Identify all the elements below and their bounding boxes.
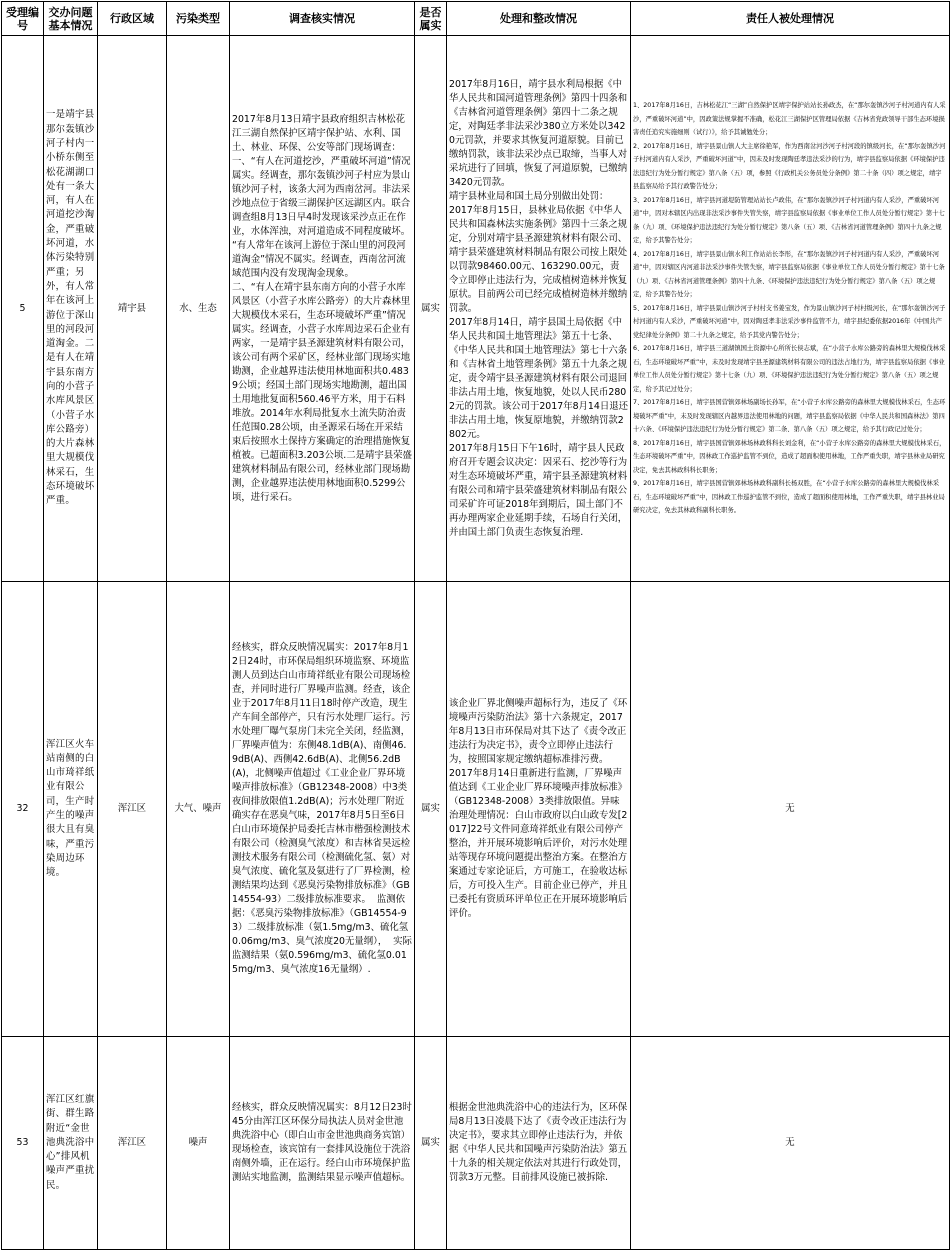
table-row: [2, 36, 950, 582]
investigation-paragraph: 经核实，群众反映情况属实：8月12日23时45分由浑江区环保分局执法人员对金世池典洗浴中心（即白山市金世池典商务宾馆）现场检查，该宾馆有一套排风设施位于洗浴南侧外墙，正在运行。经白山市环境保护监测站实地监测，监测结果显示噪声值超标。: [232, 1102, 412, 1183]
header-region: 行政区域: [98, 2, 167, 36]
verified-cell: 属实: [415, 582, 447, 1037]
header-pollution-type: 污染类型: [167, 2, 230, 36]
brief-cell: 浑江区火车站南侧的白山市琦祥纸业有限公司，生产时产生的噪声很大且有臭味，严重污染周边环境。: [44, 582, 98, 1037]
case-no-cell: 32: [2, 582, 44, 1037]
region-cell: 浑江区: [98, 582, 167, 1037]
region-cell: 靖宇县: [98, 36, 167, 582]
brief-cell: 浑江区红旗街、群生路附近“金世池典洗浴中心”排风机噪声严重扰民。: [44, 1037, 98, 1250]
rectification-paragraph: 靖宇县林业局和国土局分别做出处罚：: [449, 190, 609, 202]
rectification-cell: [447, 1037, 631, 1250]
complaint-handling-table: [1, 1, 950, 1250]
accountability-item: 7、2017年8月16日，靖宇县国营镇郊林场副场长孙军，在“小营子水库公路旁的森林里大规模伐林采石，生态环境破坏严重”中，未及时发现辖区内越界违法使用林地的问题，靖宇县监察局依据《中华人民共和国森林法》第四十六条、《环境保护违法违纪行为处分暂行规定》第二条、第八条（五）项之规定，给予其行政记过处分；: [633, 399, 946, 434]
rectification-paragraph: 2017年8月14日重新进行监测，厂界噪声值达到《工业企业厂界环境噪声排放标准》（GB12348-2008）3类排放限值。异味治理处理情况：白山市政府以白山政专发[2017]22号文件同意琦祥纸业有限公司停产整治，并开展环境影响后评价，对污水处理站等现存环境问题提出整治方案。在整治方案通过专家论证后，方可施工，在验收达标后，方可投入生产。目前企业已停产，并且已委托有资质环评单位正在开展环境影响后评价。: [449, 768, 628, 919]
investigation-cell: [230, 582, 415, 1037]
table-row: [2, 1037, 950, 1250]
accountability-item: 1、2017年8月16日，吉林松花江“三湖”自然保护区靖宇保护站站长孙政杰，在“那尔轰镇沙河子村河道内有人采沙，严重破坏河道”中，因政策法规掌握不准确，松花江三湖保护区管理局依据《吉林省党政领导干部生态环境损害责任追究实施细则（试行）》，给予其诫勉处分；: [633, 102, 946, 137]
rectification-paragraph: 2017年8月15日，县林业局依据《中华人民共和国森林法实施条例》第四十三条之规定，分别对靖宇县圣源建筑材料有限公司、靖宇县荣盛建筑材料制品有限公司按上限处以罚款98460.00元、163290.00元，责令立即停止违法行为，完成植树造林并恢复原状。目前两公司已经完成植树造林并缴纳罚款。: [449, 204, 628, 314]
accountability-item: 无: [785, 1137, 795, 1149]
case-no-cell: 5: [2, 36, 44, 582]
rectification-paragraph: 2017年8月15日下午16时，靖宇县人民政府召开专题会议决定：因采石、挖沙等行为对生态环境破坏严重，靖宇县圣源建筑材料有限公司和靖宇县荣盛建筑材料制品有限公司采矿许可证2018年到期后，国土部门不再办理两家企业延期手续，石场自行关闭，并由国土部门负责生态恢复治理.: [449, 442, 628, 538]
rectification-paragraph: 该企业厂界北侧噪声超标行为，违反了《环境噪声污染防治法》第十六条规定，2017年8月13日市环保局对其下达了《责令改正违法行为决定书》，责令立即停止违法行为，按照国家规定缴纳超标准排污费。: [449, 698, 628, 765]
header-brief: 交办问题基本情况: [44, 2, 98, 36]
investigation-paragraph: “有人常年在该河上游位于深山里的河段河道淘金”情况不属实。经调查，西南岔河流域范围内没有发现淘金现象。: [232, 239, 406, 279]
verified-cell: 属实: [415, 36, 447, 582]
accountability-item: 4、2017年8月16日，靖宇县景山镇水利工作站站长李彤，在“那尔轰镇沙河子村河道内有人采沙，严重破坏河道”中，因对辖区内河道非法采沙事件失管失察，靖宇县监察局依据《事业单位工作人员处分暂行规定》第十七条（九）项、《吉林省河道管理条例》第四十九条、《环境保护违法违纪行为处分暂行规定》第八条（五）项之规定，给予其警告处分；: [633, 250, 945, 299]
rectification-paragraph: 2017年8月14日，靖宇县国土局依据《中华人民共和国土地管理法》第五十七条、《中华人民共和国土地管理法》第七十六条和《吉林省土地管理条例》第五十九条之规定，责令靖宇县圣源建筑材料有限公司退回非法占用土地，恢复地貌，处以人民币2802元的罚款。该公司于2017年8月14日退还非法占用土地，恢复原地貌，并缴纳罚款2802元。: [449, 316, 628, 440]
accountability-item: 3、2017年8月16日，靖宇县河道堤防管理站站长卢政伟，在“那尔轰镇沙河子村河道内有人采沙，严重破坏河道”中，因对本辖区内出现非法采沙事件失管失察，靖宇县监察局依据《事业单位工作人员处分暂行规定》第十七条（九）项、《环境保护违法违纪行为处分暂行规定》第八条（五）项、《吉林省河道管理条例》第四十九条之规定，给予其警告处分；: [633, 196, 945, 245]
investigation-paragraph: 2017年8月13日靖宇县政府组织吉林松花江三湖自然保护区靖宇保护站、水利、国土、林业、环保、公安等部门现场调查：: [232, 113, 406, 153]
case-no-cell: 53: [2, 1037, 44, 1250]
region-cell: 浑江区: [98, 1037, 167, 1250]
brief-cell: 一是靖宇县那尔轰镇沙河子村内一小桥东侧至松花湖湖口处有一条大河，有人在河道挖沙淘金，严重破坏河道，水体污染特别严重；另外，有人常年在该河上游位于深山里的河段河道淘金。二是有人在靖宇县东南方向的小营子水库风景区（小营子水库公路旁）的大片森林里大规模伐林采石，生态环境破坏严重。: [44, 36, 98, 582]
investigation-paragraph: 二、“有人在靖宇县东南方向的小营子水库风景区（小营子水库公路旁）的大片森林里大规模伐木采石，生态环境破坏严重”情况属实。经调查，小营子水库周边采石企业有两家，一是靖宇县圣源建筑材料有限公司，该公司有两个采矿区，经林业部门现场实地勘测，企业越界违法使用林地面积共0.4839公顷；经国土部门现场实地勘测，超出国土用地批复面积560.46平方米，用于石料堆放。2014年水利局批复水土流失防治责任范围0.28公顷，由圣源采石场在开采结束后按照水土保持方案确定的治理措施恢复植被。已超面积3.203公顷.二是靖宇县荣盛建筑材料制品有限公司，经林业部门现场勘测，企业越界违法使用林地面积0.5299公顷，进行采石。: [232, 281, 412, 503]
header-rectification: 处理和整改情况: [447, 2, 631, 36]
pollution-type-cell: 水、生态: [167, 36, 230, 582]
accountability-item: 无: [785, 803, 795, 815]
pollution-type-cell: 噪声: [167, 1037, 230, 1250]
accountability-item: 2、2017年8月16日，靖宇县景山镇人大主席徐艳军，作为西南岔河沙河子村河段的镇级河长，在“那尔轰镇沙河子村河道内有人采沙，严重破坏河道”中，因未及时发现陶廷孝违法采沙的行为，靖宇县监察局依据《环境保护违法违纪行为处分暂行规定》第八条（五）项，参照《行政机关公务员处分条例》第二十条（四）项之规定，靖宇县监察局给予其行政警告处分；: [633, 142, 946, 191]
header-investigation: 调查核实情况: [230, 2, 415, 36]
accountability-item: 5、2017年8月16日，靖宇县景山镇沙河子村村支书姜宝发，作为景山镇沙河子村村级河长，在“那尔轰镇沙河子村河道内有人采沙，严重破坏河道”中，因对陶廷孝非法采沙事件监管不力，靖宇县纪委依据2016年《中国共产党纪律处分条例》第二十九条之规定，给予其党内警告处分；: [633, 304, 946, 339]
accountability-cell: [631, 36, 950, 582]
accountability-cell: [631, 582, 950, 1037]
rectification-paragraph: 2017年8月16日，靖宇县水利局根据《中华人民共和国河道管理条例》第四十四条和《吉林省河道管理条例》第四十二条之规定，对陶廷孝非法采沙380立方米处以3420元罚款，并要求其恢复河道原貌。目前已缴纳罚款，该非法采沙点已取缔，当事人对采坑进行了回填，恢复了河道原貌，已缴纳3420元罚款。: [449, 78, 628, 188]
header-case-no: 受理编号: [2, 2, 44, 36]
investigation-paragraph: 经核实，群众反映情况属实：2017年8月12日24时，市环保局组织环境监察、环境监测人员到达白山市琦祥纸业有限公司现场检查，并同时进行厂界噪声监测。经查，该企业于2017年8月11日18时停产改造，现生产车间全部停产，只有污水处理厂运行。污水处理厂曝气泵房门未完全关闭，经监测，厂界噪声值为：东侧48.1dB(A)、南侧46.9dB(A)、西侧42.6dB(A)、北侧56.2dB(A)，北侧噪声值超过《工业企业厂界环境噪声排放标准》（GB12348-2008）中3类夜间排放限值1.2dB(A)；污水处理厂附近确实存在恶臭气味，2017年8月5日至6日白山市环境保护局委托吉林市楷强检测技术有限公司（检测臭气浓度）和吉林省昊远检测技术服务有限公司（检测硫化氢、氨）对臭气浓度、硫化氢及氨进行了厂界检测，检测结果均达到《恶臭污染物排放标准》（GB14554-93）二级排放标准要求。 监测依据：《恶臭污染物排放标准》（GB14554-93）二级排放标准（氨1.5mg/m3、硫化氢0.06mg/m3、臭气浓度20无量纲）， 实际监测结果（氨0.596mg/m3、硫化氢0.015mg/m3、臭气浓度16无量纲）.: [232, 642, 412, 975]
verified-cell: 属实: [415, 1037, 447, 1250]
header-row: [2, 2, 950, 36]
header-accountability: 责任人被处理情况: [631, 2, 950, 36]
accountability-item: 9、2017年8月16日，靖宇县国营镇郊林场林政科副科长杨双胜，在“小营子水库公路旁的森林里大规模伐林采石，生态环境破坏严重”中，因林政工作巡护监管不到位，造成了超面积使用林地，工作严重失职，靖宇县林业局研究决定，免去其林政科副科长职务。: [633, 480, 945, 515]
rectification-cell: [447, 582, 631, 1037]
header-verified: 是否属实: [415, 2, 447, 36]
accountability-item: 6、2017年8月16日，靖宇县三道湖镇国土资源中心所所长侯志斌，在“小营子水库公路旁的森林里大规模伐林采石，生态环境破坏严重”中，未及时发现靖宇县圣源建筑材料有限公司的违法占地行为，靖宇县监察局依据《事业单位工作人员处分暂行规定》第十七条（九）项、《环境保护违法违纪行为处分暂行规定》第八条（五）项之规定，给予其记过处分；: [633, 345, 946, 393]
table-row: [2, 582, 950, 1037]
investigation-paragraph: 一、“有人在河道挖沙，严重破坏河道”情况属实。经调查，那尔轰镇沙河子村应为景山镇沙河子村，该条大河为西南岔河。非法采沙地点位于省级三湖保护区远湖区内。联合调查组8月13日早4时发现该采沙点正在作业，水体浑浊，对河道造成不同程度破坏。: [232, 155, 411, 237]
accountability-cell: [631, 1037, 950, 1250]
rectification-cell: [447, 36, 631, 582]
accountability-item: 8、2017年8月16日，靖宇县国营镇郊林场林政科科长刘金利，在“小营子水库公路旁的森林里大规模伐林采石，生态环境破坏严重”中，因林政工作巡护监管不到位，造成了超面积使用林地，工作严重失职，靖宇县林业局研究决定，免去其林政科科长职务；: [633, 439, 946, 474]
investigation-cell: [230, 36, 415, 582]
investigation-cell: [230, 1037, 415, 1250]
pollution-type-cell: 大气、噪声: [167, 582, 230, 1037]
rectification-paragraph: 根据金世池典洗浴中心的违法行为，区环保局8月13日凌晨下达了《责令改正违法行为决定书》，要求其立即停止违法行为，并依据《中华人民共和国噪声污染防治法》第五十九条的相关规定依法对其进行行政处罚，罚款3万元整。目前排风设施已被拆除.: [449, 1102, 628, 1183]
